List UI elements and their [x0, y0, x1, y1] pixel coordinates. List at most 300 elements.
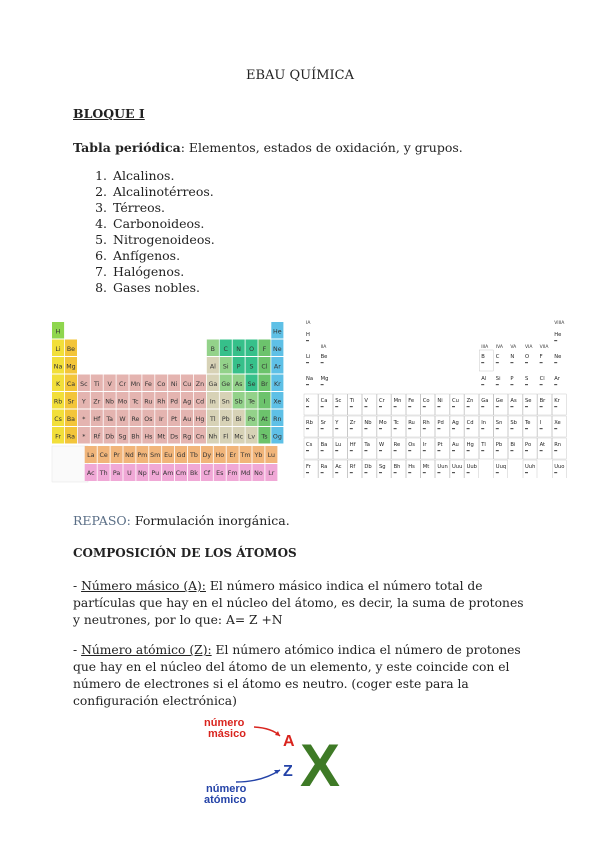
element-symbol: Ba: [320, 442, 328, 448]
oxidation-mark: [554, 428, 557, 429]
element-symbol: Ca: [320, 398, 328, 404]
element-symbol: Rn: [554, 442, 562, 448]
element-symbol: Sg: [379, 464, 386, 470]
oxidation-mark: [306, 450, 309, 451]
list-item: 1. Alcalinos.: [111, 168, 215, 184]
numero-masico-paragraph: [73, 578, 533, 629]
element-symbol: Uuu: [452, 464, 463, 470]
oxidation-mark: [379, 428, 382, 429]
element-symbol: Sn: [221, 398, 230, 406]
element-symbol: Ag: [182, 398, 192, 406]
element-symbol: Pm: [137, 452, 148, 459]
list-item: 3. Térreos.: [111, 200, 215, 216]
group-label: IIIA: [481, 345, 489, 350]
element-symbol: Br: [260, 380, 268, 388]
oxidation-mark: [408, 450, 411, 451]
element-symbol: Y: [81, 398, 86, 406]
atom-notation-diagram: [196, 712, 376, 810]
element-symbol: Ir: [422, 442, 427, 448]
group-label: VIA: [525, 345, 533, 350]
list-item: 5. Nitrogenoideos.: [111, 232, 215, 248]
oxidation-mark: [321, 362, 324, 363]
element-symbol: Os: [144, 415, 153, 423]
atomico-term: Número atómico (Z):: [81, 643, 212, 657]
element-symbol: Ni: [170, 380, 178, 388]
element-symbol: Os: [408, 442, 415, 448]
element-symbol: Hf: [349, 442, 356, 448]
element-symbol: Lv: [247, 433, 256, 441]
element-symbol: Au: [182, 415, 192, 423]
element-symbol: Pb: [221, 415, 230, 423]
element-symbol: Al: [481, 376, 487, 382]
repaso-line: [73, 513, 290, 528]
element-symbol: Md: [240, 470, 251, 477]
element-symbol: B: [481, 354, 485, 360]
oxidation-mark: [496, 428, 499, 429]
element-symbol: Ac: [86, 470, 95, 477]
element-symbol: Sc: [80, 380, 88, 388]
element-symbol: Og: [272, 433, 282, 441]
oxidation-mark: [321, 406, 324, 407]
letter-x: X: [300, 732, 341, 799]
oxidation-mark: [335, 406, 338, 407]
element-symbol: Cl: [261, 363, 268, 371]
oxidation-mark: [554, 450, 557, 451]
element-symbol: Re: [393, 442, 401, 448]
element-symbol: Am: [162, 470, 174, 477]
element-symbol: I: [263, 398, 266, 406]
element-symbol: H: [306, 332, 310, 338]
element-symbol: Co: [157, 380, 166, 388]
element-symbol: P: [236, 363, 241, 371]
oxidation-mark: [554, 340, 557, 341]
element-symbol: Hf: [93, 415, 101, 423]
element-symbol: Uun: [437, 464, 448, 470]
oxidation-mark: [525, 450, 528, 451]
element-symbol: Fe: [408, 398, 415, 404]
element-symbol: Cm: [175, 470, 187, 477]
element-symbol: Gd: [176, 452, 186, 459]
element-symbol: Uub: [466, 464, 477, 470]
element-symbol: Ir: [159, 415, 164, 423]
element-symbol: Mc: [234, 433, 244, 441]
element-symbol: As: [510, 398, 517, 404]
element-symbol: Nb: [105, 398, 115, 406]
element-symbol: Si: [222, 363, 229, 371]
element-symbol: Cn: [195, 433, 205, 441]
element-symbol: Be: [320, 354, 328, 360]
oxidation-mark: [525, 428, 528, 429]
element-symbol: Co: [422, 398, 430, 404]
element-symbol: Li: [306, 354, 311, 360]
element-symbol: Lr: [268, 470, 275, 477]
element-symbol: Ge: [495, 398, 504, 404]
element-symbol: Tm: [240, 452, 251, 459]
oxidation-mark: [481, 450, 484, 451]
periodic-table-oxidation-image: [302, 318, 570, 478]
list-item: 7. Halógenos.: [111, 264, 215, 280]
element-symbol: I: [539, 420, 542, 426]
oxidation-mark: [481, 384, 484, 385]
oxidation-mark: [350, 406, 353, 407]
element-symbol: Ag: [452, 420, 459, 426]
oxidation-mark: [540, 406, 543, 407]
letter-a: A: [283, 733, 295, 750]
masico-text: El número másico indica el número total de partículas que hay en el núcleo del átomo, es decir, la suma de protones y neutrones, por lo que: A= Z +N: [73, 579, 524, 627]
oxidation-mark: [496, 450, 499, 451]
element-symbol: Bh: [131, 433, 140, 441]
element-symbol: Se: [247, 380, 256, 388]
oxidation-mark: [452, 406, 455, 407]
oxidation-mark: [510, 428, 513, 429]
element-symbol: Pt: [437, 442, 443, 448]
element-symbol: Hg: [195, 415, 205, 423]
letter-z: Z: [283, 763, 293, 780]
element-symbol: S: [249, 363, 254, 371]
element-symbol: K: [55, 380, 61, 388]
element-symbol: Pb: [495, 442, 503, 448]
element-symbol: Ar: [554, 376, 560, 382]
oxidation-mark: [554, 406, 557, 407]
element-symbol: Ge: [221, 380, 231, 388]
element-symbol: Pd: [170, 398, 179, 406]
element-symbol: U: [127, 470, 132, 477]
element-symbol: Zn: [195, 380, 205, 388]
group-label: VA: [510, 345, 517, 350]
element-symbol: Mg: [320, 376, 329, 382]
element-symbol: Rf: [349, 464, 356, 470]
periodic-table-color-image: [50, 318, 290, 488]
element-symbol: He: [273, 328, 282, 336]
element-symbol: Db: [364, 464, 372, 470]
oxidation-mark: [394, 428, 397, 429]
oxidation-mark: [335, 428, 338, 429]
oxidation-mark: [306, 362, 309, 363]
oxidation-mark: [394, 450, 397, 451]
oxidation-mark: [525, 472, 528, 473]
element-symbol: In: [481, 420, 487, 426]
element-symbol: Cd: [466, 420, 474, 426]
oxidation-mark: [496, 362, 499, 363]
label-masico-line2: másico: [208, 728, 246, 740]
element-symbol: Pt: [171, 415, 178, 423]
oxidation-mark: [335, 450, 338, 451]
element-symbol: Uuo: [554, 464, 565, 470]
oxidation-mark: [350, 450, 353, 451]
element-symbol: Cr: [379, 398, 385, 404]
element-symbol: Ne: [554, 354, 562, 360]
element-symbol: W: [379, 442, 385, 448]
element-symbol: Ts: [261, 433, 268, 441]
masico-prefix: -: [73, 579, 82, 593]
oxidation-mark: [379, 472, 382, 473]
oxidation-mark: [481, 362, 484, 363]
section-heading-bloque: BLOQUE I: [73, 106, 145, 121]
element-symbol: Pa: [112, 470, 121, 477]
element-symbol: Sr: [67, 398, 75, 406]
group-label: IIA: [320, 345, 327, 350]
oxidation-mark: [496, 384, 499, 385]
element-symbol: Cs: [306, 442, 313, 448]
oxidation-mark: [306, 406, 309, 407]
oxidation-mark: [364, 406, 367, 407]
oxidation-mark: [379, 450, 382, 451]
oxidation-mark: [540, 428, 543, 429]
label-atomico-line1: número: [206, 783, 247, 795]
element-symbol: Ta: [364, 442, 370, 448]
element-symbol: Bi: [235, 415, 242, 423]
element-symbol: Rf: [93, 433, 101, 441]
oxidation-mark: [540, 362, 543, 363]
element-symbol: Sb: [510, 420, 517, 426]
oxidation-mark: [554, 362, 557, 363]
element-symbol: Ni: [437, 398, 443, 404]
oxidation-mark: [423, 428, 426, 429]
group-label: VIIA: [539, 345, 549, 350]
element-symbol: Na: [53, 363, 63, 371]
element-symbol: Mt: [422, 464, 430, 470]
element-symbol: Cd: [195, 398, 205, 406]
tabla-description: : Elementos, estados de oxidación, y grupos.: [180, 140, 463, 155]
element-symbol: Be: [66, 345, 76, 353]
element-symbol: La: [87, 452, 95, 459]
element-symbol: Ar: [273, 363, 281, 371]
element-symbol: Es: [216, 470, 224, 477]
element-symbol: Bh: [393, 464, 401, 470]
list-item: 8. Gases nobles.: [111, 280, 215, 296]
element-symbol: Yb: [254, 452, 263, 459]
oxidation-mark: [408, 428, 411, 429]
element-symbol: Rh: [422, 420, 430, 426]
oxidation-mark: [408, 472, 411, 473]
element-symbol: Si: [495, 376, 501, 382]
element-symbol: Ba: [66, 415, 76, 423]
element-symbol: Mn: [393, 398, 402, 404]
element-symbol: No: [254, 470, 263, 477]
element-symbol: Uuh: [525, 464, 536, 470]
element-symbol: Mo: [117, 398, 128, 406]
element-symbol: Na: [306, 376, 314, 382]
element-symbol: Cf: [203, 470, 211, 477]
composicion-heading: COMPOSICIÓN DE LOS ÁTOMOS: [73, 546, 297, 560]
element-symbol: Mo: [379, 420, 387, 426]
element-symbol: Fe: [144, 380, 152, 388]
oxidation-mark: [350, 428, 353, 429]
element-symbol: Bi: [510, 442, 516, 448]
oxidation-mark: [452, 450, 455, 451]
element-symbol: Lu: [335, 442, 342, 448]
element-symbol: Cl: [539, 376, 545, 382]
element-symbol: Ga: [481, 398, 489, 404]
oxidation-mark: [540, 450, 543, 451]
element-symbol: Tl: [210, 415, 216, 423]
element-symbol: Mn: [130, 380, 141, 388]
element-symbol: Fm: [227, 470, 238, 477]
element-symbol: O: [249, 345, 255, 353]
element-symbol: Re: [131, 415, 140, 423]
oxidation-mark: [423, 406, 426, 407]
element-symbol: Hg: [466, 442, 474, 448]
group-label: VIIIA: [554, 321, 565, 326]
element-symbol: Ti: [94, 380, 100, 388]
oxidation-mark: [510, 384, 513, 385]
element-symbol: Pr: [113, 452, 120, 459]
element-symbol: Cr: [119, 380, 127, 388]
oxidation-mark: [437, 406, 440, 407]
element-symbol: Rb: [306, 420, 313, 426]
element-symbol: Ra: [66, 433, 76, 441]
element-symbol: Zn: [466, 398, 474, 404]
oxidation-mark: [540, 384, 543, 385]
element-symbol: Y: [335, 420, 339, 426]
element-symbol: P: [510, 376, 514, 382]
page-title: EBAU QUÍMICA: [245, 68, 355, 83]
element-symbol: Ru: [144, 398, 153, 406]
element-symbol: Ta: [106, 415, 113, 423]
oxidation-mark: [481, 428, 484, 429]
element-symbol: Nd: [125, 452, 134, 459]
element-symbol: Cu: [182, 380, 192, 388]
element-symbol: O: [525, 354, 530, 360]
oxidation-mark: [306, 340, 309, 341]
element-symbol: Sg: [118, 433, 127, 441]
element-symbol: Lu: [267, 452, 276, 459]
element-symbol: Fr: [306, 464, 311, 470]
element-symbol: Hs: [408, 464, 415, 470]
group-label: IVA: [495, 345, 504, 350]
oxidation-mark: [481, 406, 484, 407]
element-symbol: Br: [539, 398, 546, 404]
oxidation-mark: [510, 362, 513, 363]
oxidation-mark: [335, 472, 338, 473]
oxidation-mark: [394, 406, 397, 407]
masico-term: Número másico (A):: [81, 579, 206, 593]
oxidation-mark: [437, 450, 440, 451]
repaso-label: REPASO:: [73, 513, 131, 528]
element-symbol: In: [209, 398, 216, 406]
oxidation-mark: [496, 472, 499, 473]
element-symbol: Sm: [150, 452, 161, 459]
group-label: IA: [306, 321, 311, 326]
oxidation-mark: [525, 384, 528, 385]
element-symbol: Po: [525, 442, 532, 448]
element-symbol: Hs: [144, 433, 153, 441]
tabla-periodica-line: [73, 140, 463, 155]
oxidation-mark: [306, 384, 309, 385]
element-symbol: Li: [55, 345, 61, 353]
element-symbol: Sb: [234, 398, 243, 406]
element-symbol: Ac: [335, 464, 342, 470]
oxidation-mark: [306, 472, 309, 473]
element-symbol: Xe: [273, 398, 282, 406]
element-symbol: N: [236, 345, 242, 353]
element-symbol: Ds: [170, 433, 179, 441]
element-symbol: B: [210, 345, 216, 353]
element-symbol: Np: [137, 470, 147, 477]
element-symbol: Db: [105, 433, 115, 441]
element-symbol: As: [234, 380, 243, 388]
oxidation-mark: [321, 450, 324, 451]
oxidation-mark: [364, 472, 367, 473]
element-symbol: Rb: [53, 398, 63, 406]
atomico-text: El número atómico indica el número de protones que hay en el núcleo del átomo de un elemento, y este coincide con el número de electrones si el átomo es neutro. (coger este para la configuración electrónica): [73, 643, 521, 708]
oxidation-mark: [467, 472, 470, 473]
element-symbol: F: [539, 354, 543, 360]
element-symbol: Tc: [393, 420, 399, 426]
element-symbol: Mg: [66, 363, 76, 371]
oxidation-mark: [379, 406, 382, 407]
oxidation-mark: [467, 428, 470, 429]
element-symbol: Rg: [182, 433, 192, 441]
element-symbol: Zr: [93, 398, 101, 406]
element-symbol: Th: [99, 470, 108, 477]
element-symbol: Te: [525, 420, 531, 426]
element-symbol: V: [107, 380, 112, 388]
element-symbol: Bk: [189, 470, 198, 477]
oxidation-mark: [423, 450, 426, 451]
oxidation-mark: [437, 472, 440, 473]
list-item: 4. Carbonoideos.: [111, 216, 215, 232]
element-symbol: Uuq: [495, 464, 507, 470]
element-symbol: Ne: [273, 345, 282, 353]
repaso-text: Formulación inorgánica.: [130, 513, 290, 528]
element-symbol: Cs: [54, 415, 62, 423]
oxidation-mark: [467, 450, 470, 451]
oxidation-mark: [510, 406, 513, 407]
element-symbol: *: [82, 433, 86, 441]
element-symbol: Ce: [99, 452, 108, 459]
element-symbol: Po: [247, 415, 256, 423]
oxidation-mark: [306, 428, 309, 429]
element-symbol: Au: [452, 442, 459, 448]
oxidation-mark: [321, 472, 324, 473]
element-symbol: Dy: [202, 452, 212, 459]
oxidation-mark: [510, 450, 513, 451]
oxidation-mark: [525, 406, 528, 407]
element-symbol: At: [261, 415, 268, 423]
element-symbol: Tb: [190, 452, 198, 459]
element-symbol: Fl: [223, 433, 229, 441]
element-symbol: Nb: [364, 420, 372, 426]
tabla-label: Tabla periódica: [73, 140, 181, 155]
element-symbol: Tl: [481, 442, 486, 448]
oxidation-mark: [554, 472, 557, 473]
oxidation-mark: [554, 384, 557, 385]
element-symbol: Pu: [151, 470, 160, 477]
element-symbol: Eu: [164, 452, 173, 459]
element-symbol: Mt: [157, 433, 166, 441]
oxidation-mark: [423, 472, 426, 473]
element-symbol: Tc: [132, 398, 139, 406]
oxidation-mark: [496, 406, 499, 407]
element-symbol: Ti: [349, 398, 355, 404]
oxidation-mark: [437, 428, 440, 429]
element-symbol: Al: [209, 363, 216, 371]
element-symbol: Ru: [408, 420, 415, 426]
element-symbol: S: [525, 376, 529, 382]
element-symbol: Sn: [495, 420, 503, 426]
list-item: 6. Anfígenos.: [111, 248, 215, 264]
element-symbol: C: [495, 354, 500, 360]
oxidation-mark: [321, 384, 324, 385]
oxidation-mark: [452, 472, 455, 473]
oxidation-mark: [452, 428, 455, 429]
arrow-to-z: [236, 770, 280, 782]
element-symbol: Se: [525, 398, 532, 404]
element-symbol: Kr: [554, 398, 560, 404]
oxidation-mark: [350, 472, 353, 473]
oxidation-mark: [321, 428, 324, 429]
